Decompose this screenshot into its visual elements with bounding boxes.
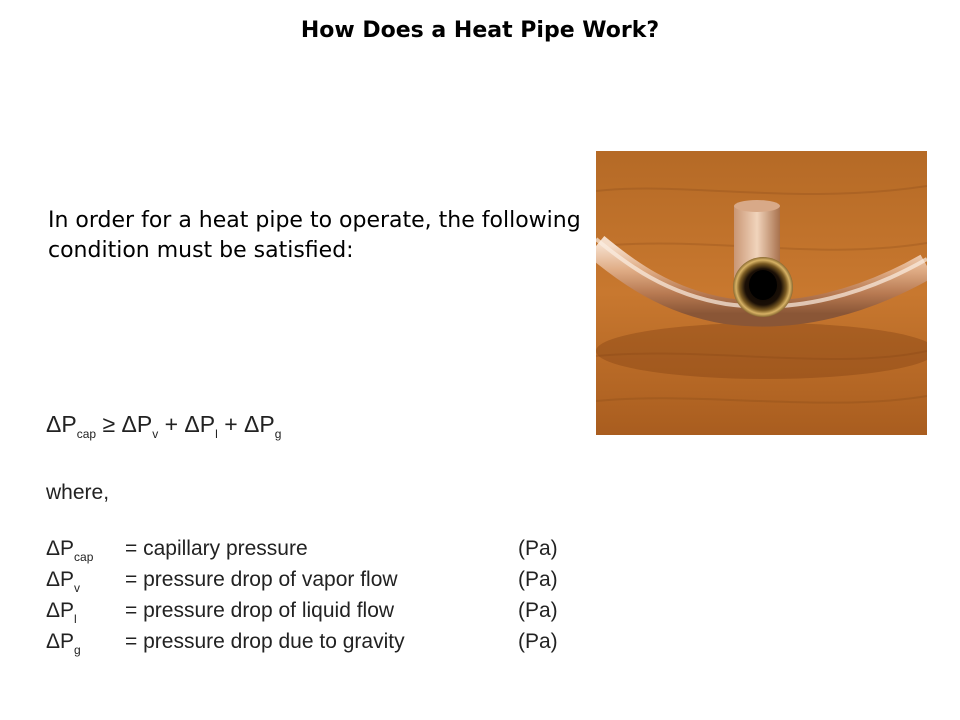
eq-term-3: ΔP xyxy=(244,411,275,437)
definition-row xyxy=(46,537,586,568)
eq-term-2-sub: l xyxy=(215,427,218,441)
heat-pipe-photo xyxy=(596,151,927,435)
page-title: How Does a Heat Pipe Work? xyxy=(300,18,660,43)
definitions-list xyxy=(46,537,586,661)
definition-description: = pressure drop of vapor flow xyxy=(125,568,398,591)
eq-term-1: ΔP xyxy=(121,411,153,437)
eq-term-1-sub: v xyxy=(152,427,159,441)
definition-description: = pressure drop due to gravity xyxy=(125,630,405,653)
operating-condition-equation xyxy=(46,411,281,441)
definition-description: = capillary pressure xyxy=(125,537,308,560)
definition-unit: (Pa) xyxy=(518,568,558,591)
eq-term-3-sub: g xyxy=(274,427,282,441)
eq-plus-2: + xyxy=(217,411,245,437)
definition-unit: (Pa) xyxy=(518,630,558,653)
eq-term-2: ΔP xyxy=(184,411,216,437)
definition-unit: (Pa) xyxy=(518,599,558,622)
eq-op: ≥ xyxy=(96,411,122,437)
definition-symbol: $\Delta P_l$ xyxy=(46,599,77,626)
definition-symbol: $\Delta P_g$ xyxy=(46,630,81,657)
definition-row xyxy=(46,568,586,599)
intro-text: In order for a heat pipe to operate, the following condition must be satisfied: xyxy=(48,208,581,263)
where-label: where, xyxy=(46,481,110,504)
definition-row xyxy=(46,599,586,630)
definition-symbol: $\Delta P_v$ xyxy=(46,568,81,595)
definition-row xyxy=(46,630,586,661)
definition-symbol: $\Delta P_{cap}$ xyxy=(46,537,94,564)
eq-lhs-sub: cap xyxy=(76,427,97,441)
eq-plus-1: + xyxy=(158,411,185,437)
eq-lhs: ΔP xyxy=(46,411,77,437)
definition-description: = pressure drop of liquid flow xyxy=(125,599,395,622)
definition-unit: (Pa) xyxy=(518,537,558,560)
